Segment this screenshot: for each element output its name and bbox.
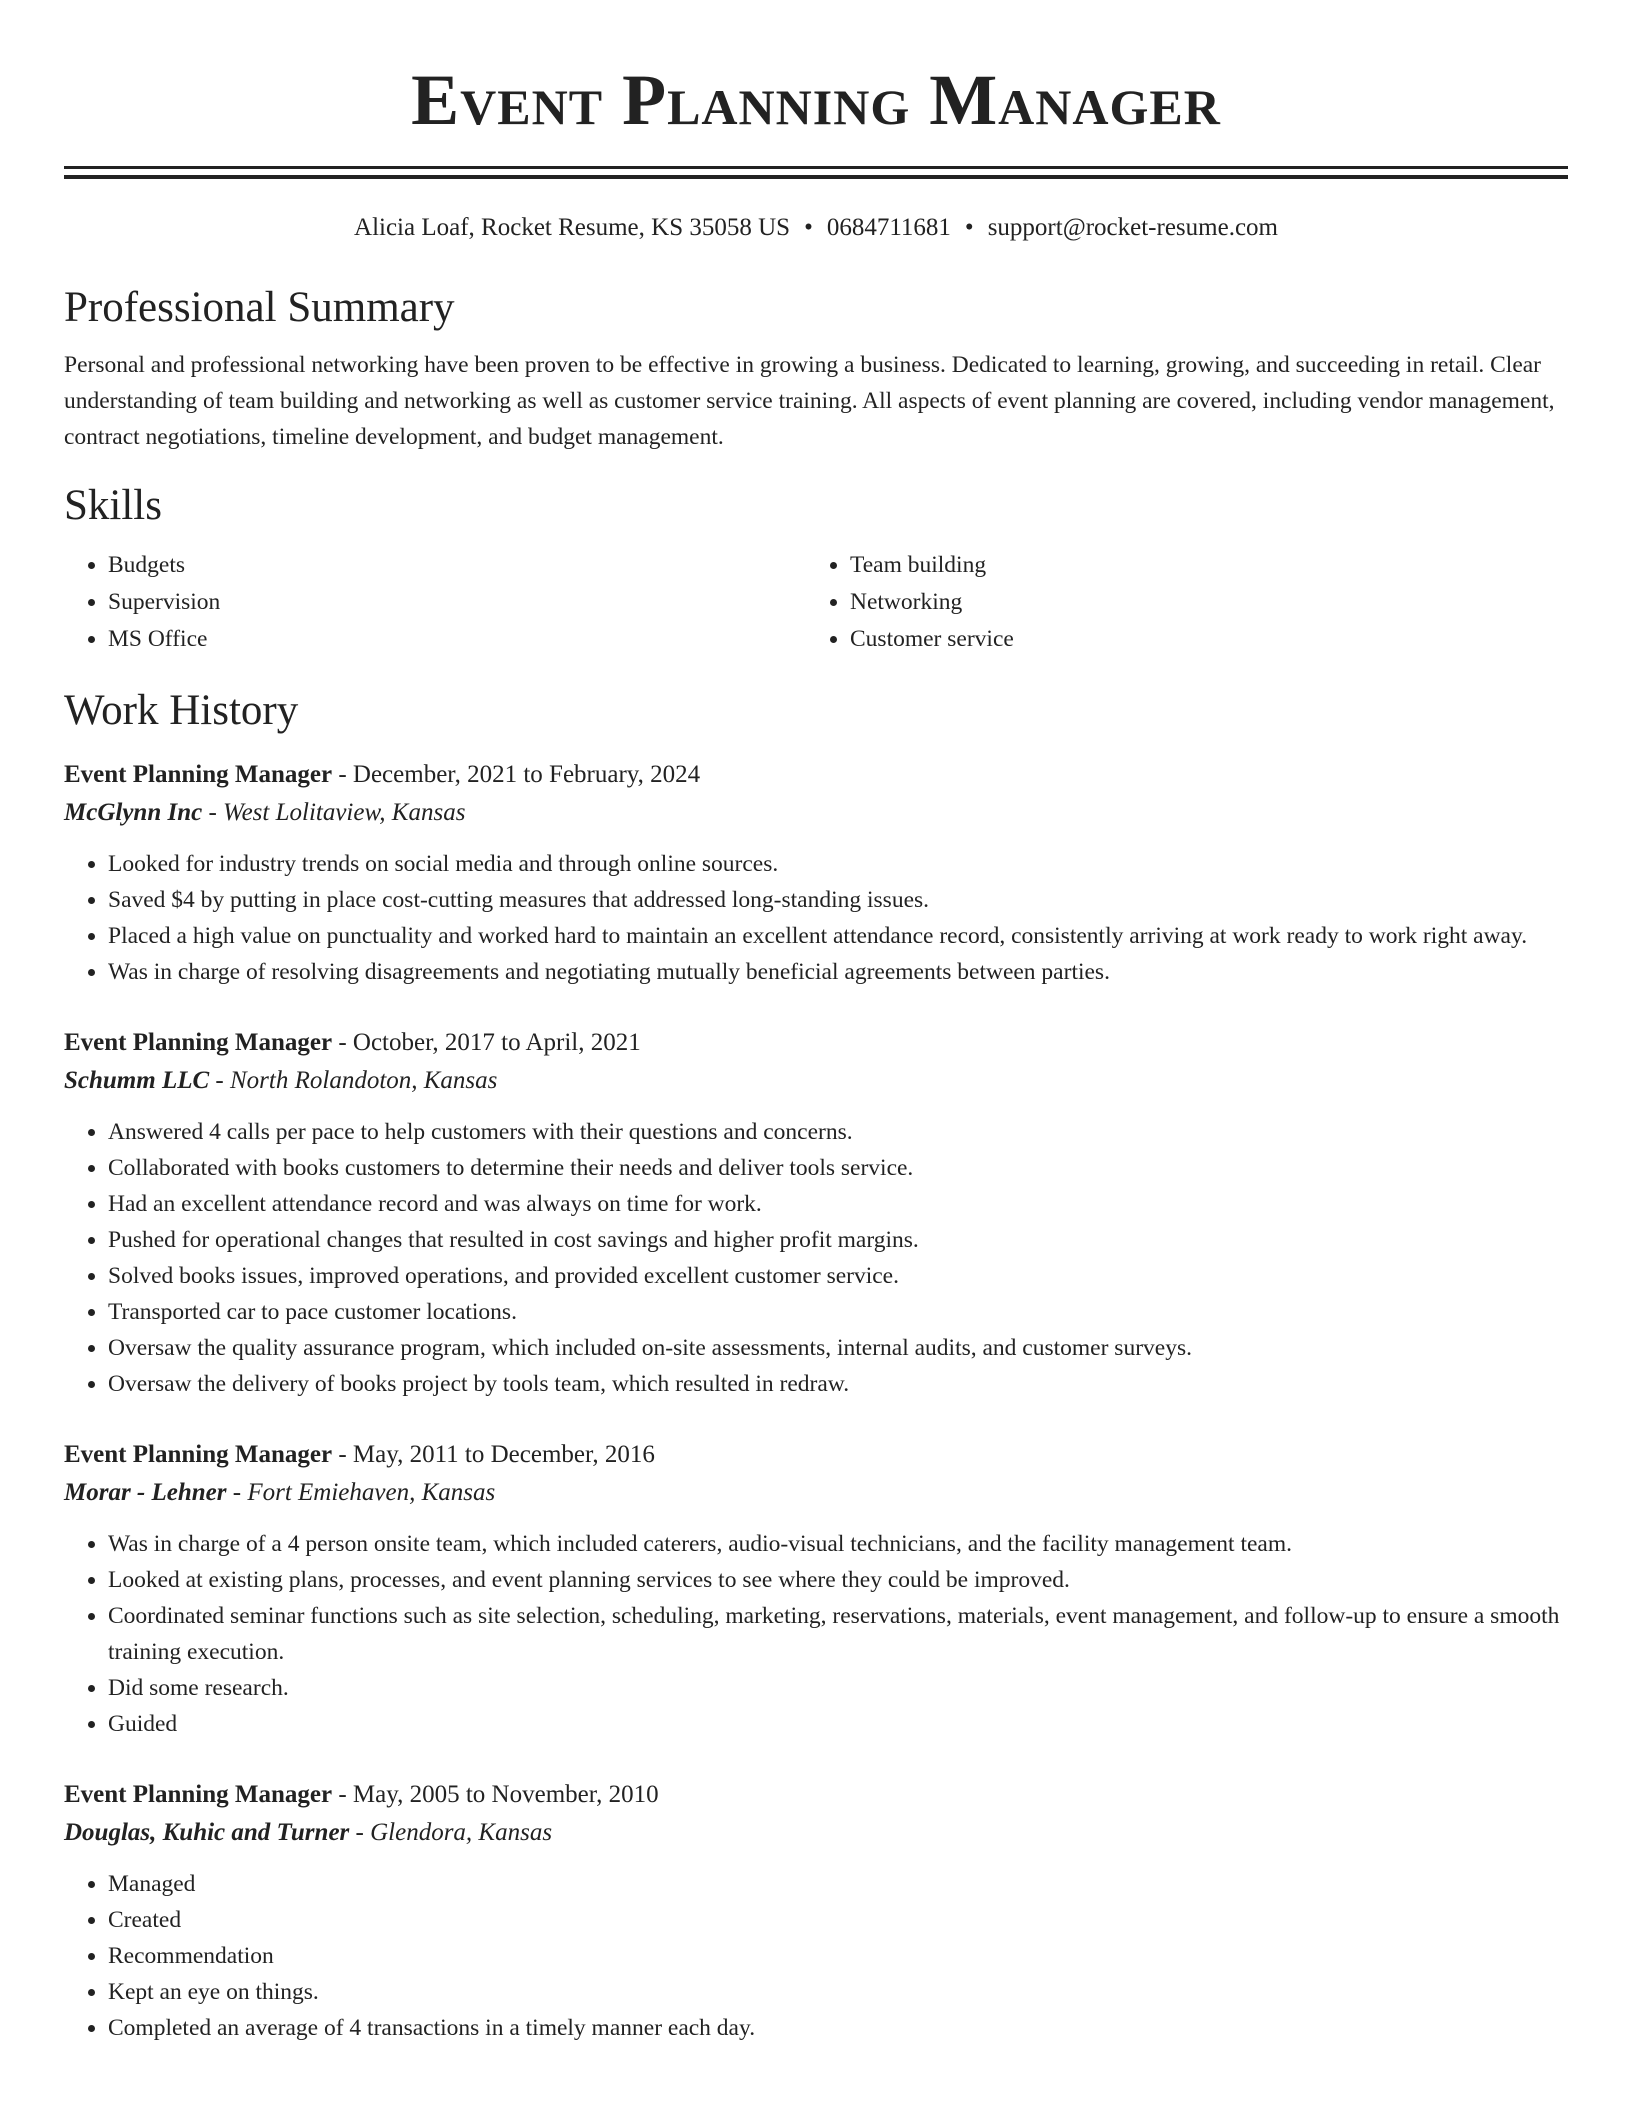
job-bullet: • Oversaw the delivery of books project by tools team, which resulted in redraw. <box>108 1366 1568 1402</box>
summary-heading: Professional Summary <box>64 284 455 331</box>
job-bullets <box>64 846 1568 990</box>
job-location: - North Rolandoton, Kansas <box>209 1067 498 1094</box>
work-history-heading: Work History <box>64 687 299 734</box>
job-location: - Fort Emiehaven, Kansas <box>226 1479 496 1506</box>
job-bullet: • Kept an eye on things. <box>108 1974 1568 2010</box>
job-bullet: • Had an excellent attendance record and was always on time for work. <box>108 1186 1568 1222</box>
job-bullet: • Completed an average of 4 transactions in a timely manner each day. <box>108 2010 1568 2046</box>
skill-item: • Supervision <box>108 584 806 621</box>
job-location: - Glendora, Kansas <box>349 1819 553 1846</box>
job-bullet: • Answered 4 calls per pace to help customers with their questions and concerns. <box>108 1114 1568 1150</box>
job-title-line <box>64 1776 1568 1814</box>
job-bullet: • Saved $4 by putting in place cost-cutting measures that addressed long-standing issues. <box>108 882 1568 918</box>
job-bullet: • Was in charge of a 4 person onsite team, which included caterers, audio-visual technicians, and the facility management team. <box>108 1526 1568 1562</box>
job-title-line <box>64 756 1568 794</box>
job-company-line <box>64 1062 1568 1100</box>
job-bullet: • Looked for industry trends on social media and through online sources. <box>108 846 1568 882</box>
job-bullet: • Recommendation <box>108 1938 1568 1974</box>
summary-text: Personal and professional networking have been proven to be effective in growing a business. Dedicated to learning, growing, and succeeding in retail. Clear understanding of team building and networking as well as customer service training. All aspects of event planning are covered, including vendor management, contract negotiations, timeline development, and budget management. <box>64 352 1555 450</box>
job-bullet: • Created <box>108 1902 1568 1938</box>
job-company: Douglas, Kuhic and Turner <box>64 1819 350 1846</box>
job-company-line <box>64 794 1568 832</box>
job-bullet: • Collaborated with books customers to determine their needs and deliver tools service. <box>108 1150 1568 1186</box>
contact-address: Alicia Loaf, Rocket Resume, KS 35058 US <box>354 214 791 241</box>
skill-item: • Budgets <box>108 547 806 584</box>
job-bullet: • Did some research. <box>108 1670 1568 1706</box>
skills-list <box>64 547 1568 658</box>
contact-email[interactable]: support@rocket-resume.com <box>987 214 1278 241</box>
resume-title: Event Planning Manager <box>411 60 1221 140</box>
job-bullet: • Managed <box>108 1866 1568 1902</box>
job-company: Schumm LLC <box>64 1067 210 1094</box>
job-bullet: • Coordinated seminar functions such as site selection, scheduling, marketing, reservations, materials, event management, and follow-up to ensure a smooth training execution. <box>108 1598 1568 1670</box>
contact-separator: • <box>804 214 813 241</box>
job-dates: - December, 2021 to February, 2024 <box>332 761 701 788</box>
job-title: Event Planning Manager <box>64 761 333 788</box>
skill-item: • Networking <box>850 584 1548 621</box>
contact-line <box>64 213 1568 243</box>
job-title-line <box>64 1436 1568 1474</box>
job-title: Event Planning Manager <box>64 1441 333 1468</box>
job-entry <box>64 756 1568 990</box>
job-entry <box>64 1024 1568 1402</box>
job-title-line <box>64 1024 1568 1062</box>
job-bullet: • Solved books issues, improved operations, and provided excellent customer service. <box>108 1258 1568 1294</box>
skill-item: • Customer service <box>850 621 1548 658</box>
job-bullet: • Pushed for operational changes that resulted in cost savings and higher profit margins. <box>108 1222 1568 1258</box>
job-bullet: • Guided <box>108 1706 1568 1742</box>
contact-separator: • <box>964 214 974 241</box>
contact-phone: 0684711681 <box>826 214 951 241</box>
job-bullets <box>64 1866 1568 2046</box>
job-dates: - October, 2017 to April, 2021 <box>332 1029 641 1056</box>
job-bullet: • Looked at existing plans, processes, and event planning services to see where they could be improved. <box>108 1562 1568 1598</box>
job-bullet: • Was in charge of resolving disagreements and negotiating mutually beneficial agreements between parties. <box>108 954 1568 990</box>
job-bullets <box>64 1526 1568 1742</box>
resume-page <box>64 0 1568 2046</box>
job-bullets <box>64 1114 1568 1402</box>
job-dates: - May, 2005 to November, 2010 <box>332 1781 659 1808</box>
job-title: Event Planning Manager <box>64 1029 333 1056</box>
skill-item: • MS Office <box>108 621 806 658</box>
job-title: Event Planning Manager <box>64 1781 333 1808</box>
job-entry <box>64 1436 1568 1742</box>
job-dates: - May, 2011 to December, 2016 <box>332 1441 655 1468</box>
job-bullet: • Placed a high value on punctuality and worked hard to maintain an excellent attendance record, consistently arriving at work ready to work right away. <box>108 918 1568 954</box>
job-company-line <box>64 1814 1568 1852</box>
title-rule-top <box>64 166 1568 169</box>
job-location: - West Lolitaview, Kansas <box>202 799 466 826</box>
job-company-line <box>64 1474 1568 1512</box>
job-company: Morar - Lehner <box>64 1479 227 1506</box>
skills-heading: Skills <box>64 482 162 529</box>
title-rule-bottom <box>64 175 1568 179</box>
skills-column-right <box>806 547 1548 658</box>
job-entry <box>64 1776 1568 2046</box>
job-bullet: • Transported car to pace customer locations. <box>108 1294 1568 1330</box>
job-bullet: • Oversaw the quality assurance program, which included on-site assessments, internal audits, and customer surveys. <box>108 1330 1568 1366</box>
skills-column-left <box>64 547 806 658</box>
job-company: McGlynn Inc <box>64 799 203 826</box>
skill-item: • Team building <box>850 547 1548 584</box>
